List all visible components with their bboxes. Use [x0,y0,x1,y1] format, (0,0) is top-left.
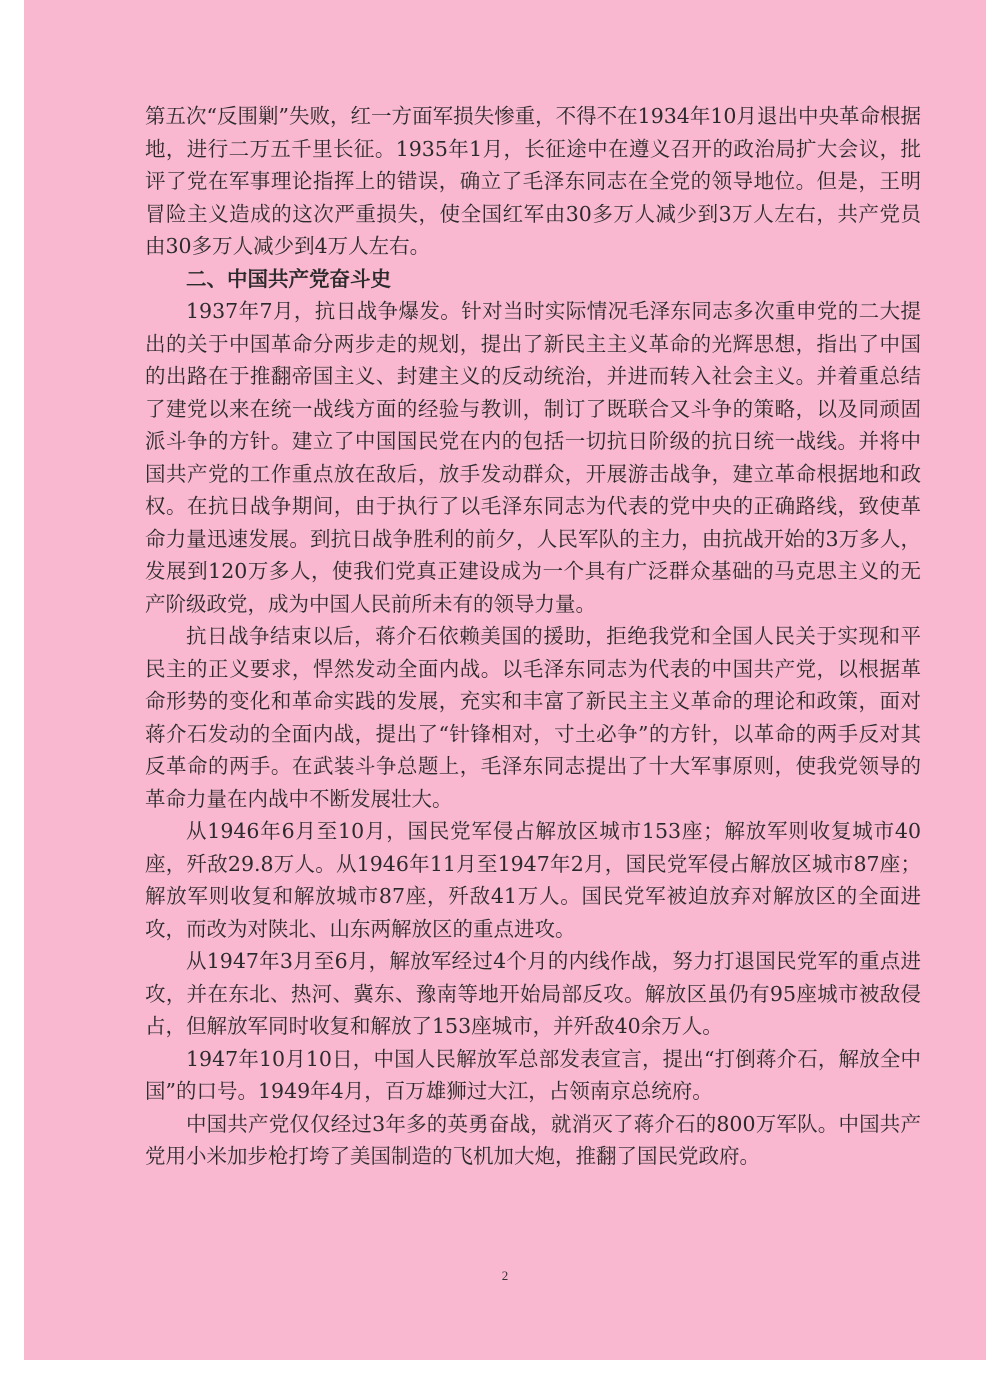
page-number: 2 [501,1268,509,1283]
paragraph-3: 抗日战争结束以后，蒋介石依赖美国的援助，拒绝我党和全国人民关于实现和平民主的正义要求，悍然发动全面内战。以毛泽东同志为代表的中国共产党，以根据革命形势的变化和革命实践的发展，充实和丰富了新民主主义革命的理论和政策，面对蒋介石发动的全面内战，提出了“针锋相对，寸土必争”的方针，以革命的两手反对其反革命的两手。在武装斗争总题上，毛泽东同志提出了十大军事原则，使我党领导的革命力量在内战中不断发展壮大。 [145,624,921,811]
document-body [145,100,921,1173]
paragraph-7: 中国共产党仅仅经过3年多的英勇奋战，就消灭了蒋介石的800万军队。中国共产党用小米加步枪打垮了美国制造的飞机加大炮，推翻了国民党政府。 [145,1111,921,1168]
paragraph-4: 从1946年6月至10月，国民党军侵占解放区城市153座；解放军则收复城市40座，歼敌29.8万人。从1946年11月至1947年2月，国民党军侵占解放区城市87座；解放军则收复和解放城市87座，歼敌41万人。国民党军被迫放弃对解放区的全面进攻，而改为对陕北、山东两解放区的重点进攻。 [145,819,921,941]
paragraph-6: 1947年10月10日，中国人民解放军总部发表宣言，提出“打倒蒋介石，解放全中国”的口号。1949年4月，百万雄狮过大江，占领南京总统府。 [145,1046,921,1103]
section-heading: 二、中国共产党奋斗史 [186,266,391,291]
paragraph-2: 1937年7月，抗日战争爆发。针对当时实际情况毛泽东同志多次重申党的二大提出的关于中国革命分两步走的规划，提出了新民主主义革命的光辉思想，指出了中国的出路在于推翻帝国主义、封建主义的反动统治，并进而转入社会主义。并着重总结了建党以来在统一战线方面的经验与教训，制订了既联合又斗争的策略，以及同顽固派斗争的方针。建立了中国国民党在内的包括一切抗日阶级的抗日统一战线。并将中国共产党的工作重点放在敌后，放手发动群众，开展游击战争，建立革命根据地和政权。在抗日战争期间，由于执行了以毛泽东同志为代表的党中央的正确路线，致使革命力量迅速发展。到抗日战争胜利的前夕，人民军队的主力，由抗战开始的3万多人，发展到120万多人，使我们党真正建设成为一个具有广泛群众基础的马克思主义的无产阶级政党，成为中国人民前所未有的领导力量。 [145,299,921,616]
document-page [24,0,986,1360]
paragraph-1: 第五次“反围剿”失败，红一方面军损失惨重，不得不在1934年10月退出中央革命根据地，进行二万五千里长征。1935年1月，长征途中在遵义召开的政治局扩大会议，批评了党在军事理论指挥上的错误，确立了毛泽东同志在全党的领导地位。但是，王明冒险主义造成的这次严重损失，使全国红军由30多万人减少到3万人左右，共产党员由30多万人减少到4万人左右。 [145,104,921,258]
paragraph-5: 从1947年3月至6月，解放军经过4个月的内线作战，努力打退国民党军的重点进攻，并在东北、热河、冀东、豫南等地开始局部反攻。解放区虽仍有95座城市被敌侵占，但解放军同时收复和解放了153座城市，并歼敌40余万人。 [145,949,921,1038]
